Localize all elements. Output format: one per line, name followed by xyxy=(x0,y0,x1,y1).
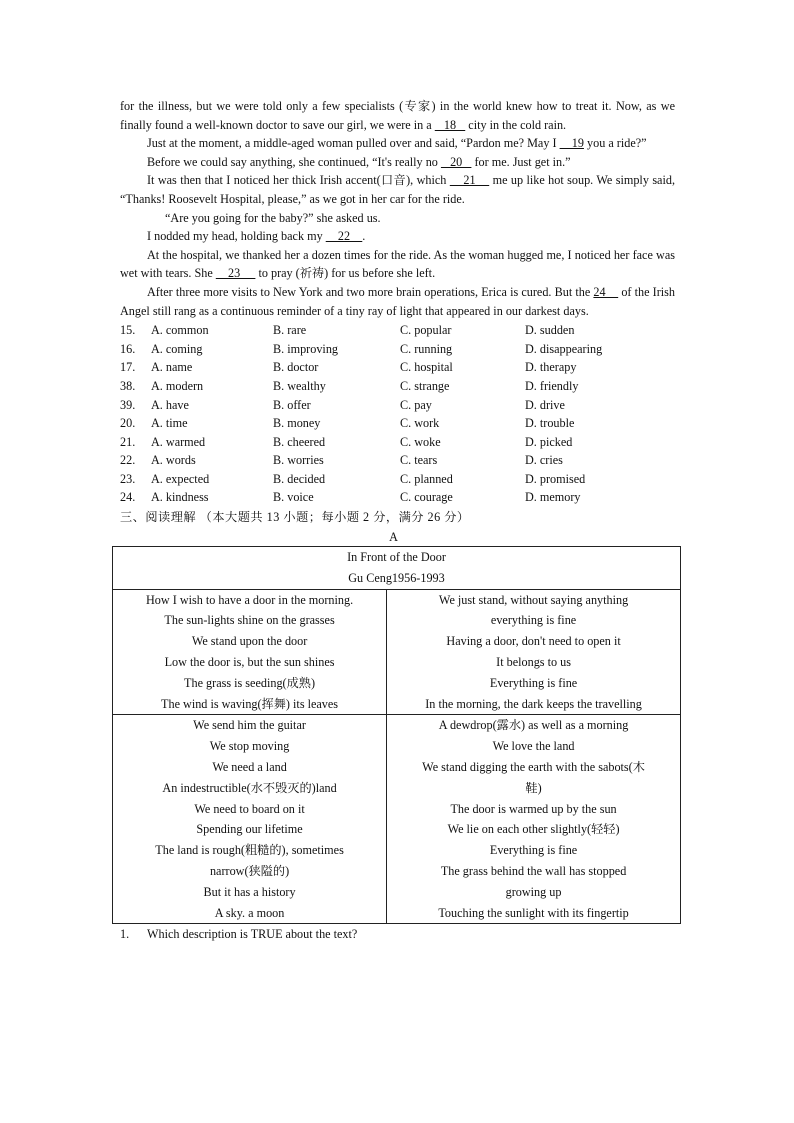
question-number: 38. xyxy=(120,378,136,393)
option-d: D. friendly xyxy=(525,378,579,393)
passage-label: A xyxy=(389,530,398,545)
option-b: B. doctor xyxy=(273,360,319,375)
poem-line: growing up xyxy=(505,884,562,899)
section-title: 三、阅读理解 （本大题共 13 小题；每小题 2 分，满分 26 分） xyxy=(120,510,470,525)
paragraph-text: me up like hot soup. We simply said, “Thanks! Roosevelt Hospital, please,” as we got in her car for the ride. xyxy=(120,173,675,206)
question-number: 39. xyxy=(120,397,136,412)
poem-line: In the morning, the dark keeps the travelling xyxy=(425,696,642,711)
option-c: C. hospital xyxy=(400,360,453,375)
option-c: C. planned xyxy=(400,471,453,486)
option-c: C. courage xyxy=(400,490,453,505)
poem-stanza-1-right xyxy=(387,589,681,715)
option-c: C. work xyxy=(400,416,440,431)
option-d: D. drive xyxy=(525,397,565,412)
option-a: A. words xyxy=(151,453,196,468)
poem-line: The sun-lights shine on the grasses xyxy=(164,613,335,628)
option-a: A. common xyxy=(151,323,209,338)
paragraph-text: I nodded my head, holding back my xyxy=(147,229,326,244)
poem-table xyxy=(112,546,681,924)
poem-line: We send him the guitar xyxy=(193,718,306,733)
paragraph-text: Just at the moment, a middle-aged woman pulled over and said, “Pardon me? May I xyxy=(147,136,560,151)
passage-paragraph xyxy=(120,171,675,208)
question-number: 15. xyxy=(120,323,136,338)
poem-stanza-2-left xyxy=(113,715,387,924)
passage-paragraph xyxy=(120,283,675,320)
question-number: 24. xyxy=(120,490,136,505)
poem-author: Gu Ceng1956-1993 xyxy=(348,570,445,585)
option-a: A. kindness xyxy=(151,490,209,505)
options-list xyxy=(120,321,675,507)
option-row xyxy=(120,414,675,433)
poem-line: We need to board on it xyxy=(194,801,305,816)
poem-line: everything is fine xyxy=(490,613,577,628)
question-number: 1. xyxy=(120,927,130,942)
option-c: C. woke xyxy=(400,434,441,449)
poem-header xyxy=(113,547,681,590)
question-number: 20. xyxy=(120,416,136,431)
option-b: B. cheered xyxy=(273,434,326,449)
poem-line: Everything is fine xyxy=(489,675,578,690)
option-a: A. expected xyxy=(151,471,210,486)
question-number: 17. xyxy=(120,360,136,375)
poem-line: The land is rough(粗糙的), sometimes xyxy=(155,843,344,858)
option-d: D. cries xyxy=(525,453,563,468)
paragraph-text: city in the cold rain. xyxy=(465,117,567,132)
passage-paragraph xyxy=(120,97,675,134)
poem-line: We love the land xyxy=(492,739,575,754)
exam-page xyxy=(120,97,675,944)
poem-line: The wind is waving(挥舞) its leaves xyxy=(161,696,339,711)
answer-blank: 23 xyxy=(215,266,256,281)
paragraph-text: At the hospital, we thanked her a dozen times for the ride. As the woman hugged me, I noticed her face was wet with tears. She xyxy=(120,247,675,281)
option-a: A. modern xyxy=(151,378,204,393)
passage-paragraph xyxy=(120,209,675,228)
option-a: A. coming xyxy=(151,341,203,356)
poem-line: The grass is seeding(成熟) xyxy=(184,675,316,690)
paragraph-text: It was then that I noticed her thick Irish accent(口音), which xyxy=(147,173,450,188)
question-1 xyxy=(120,925,675,944)
answer-blank: 19 xyxy=(559,136,584,151)
answer-blank: 20 xyxy=(440,154,472,169)
paragraph-text: to pray (祈祷) for us before she left. xyxy=(255,266,436,281)
answer-blank: 22 xyxy=(325,229,363,244)
option-d: D. picked xyxy=(525,434,573,449)
answer-blank: 24 xyxy=(593,284,619,299)
paragraph-text: Before we could say anything, she continued, “It's really no xyxy=(147,154,441,169)
question-number: 23. xyxy=(120,471,136,486)
option-row xyxy=(120,321,675,340)
option-b: B. worries xyxy=(273,453,324,468)
poem-line: We lie on each other slightly(轻轻) xyxy=(447,822,620,837)
option-b: B. money xyxy=(273,416,321,431)
option-c: C. popular xyxy=(400,323,452,338)
paragraph-text: . xyxy=(362,229,366,244)
option-row xyxy=(120,358,675,377)
poem-line: But it has a history xyxy=(203,884,296,899)
poem-line: We stand digging the earth with the sabots(木 xyxy=(422,760,645,775)
paragraph-text: you a ride?” xyxy=(583,136,647,151)
poem-line: We need a land xyxy=(212,760,287,775)
poem-line: Having a door, don't need to open it xyxy=(446,634,621,649)
option-d: D. promised xyxy=(525,471,586,486)
option-b: B. wealthy xyxy=(273,378,326,393)
option-c: C. strange xyxy=(400,378,450,393)
poem-line: An indestructible(水不毁灭的)land xyxy=(162,780,337,795)
paragraph-text: “Are you going for the baby?” she asked us. xyxy=(165,210,381,225)
poem-line: Everything is fine xyxy=(489,843,578,858)
option-c: C. running xyxy=(400,341,453,356)
option-b: B. offer xyxy=(273,397,311,412)
poem-line: A sky. a moon xyxy=(214,905,285,920)
option-row xyxy=(120,470,675,489)
option-row xyxy=(120,396,675,415)
option-row xyxy=(120,488,675,507)
paragraph-text: After three more visits to New York and two more brain operations, Erica is cured. But the xyxy=(147,284,594,299)
poem-line: We just stand, without saying anything xyxy=(438,592,629,607)
option-row xyxy=(120,340,675,359)
question-number: 21. xyxy=(120,434,136,449)
question-number: 16. xyxy=(120,341,136,356)
cloze-passage xyxy=(120,97,675,320)
passage-paragraph xyxy=(120,153,675,172)
poem-line: How I wish to have a door in the morning. xyxy=(145,592,354,607)
poem-line: 鞋) xyxy=(525,780,542,795)
poem-line: The grass behind the wall has stopped xyxy=(440,864,627,879)
option-a: A. name xyxy=(151,360,193,375)
poem-line: A dewdrop(露水) as well as a morning xyxy=(438,718,629,733)
passage-paragraph xyxy=(120,134,675,153)
poem-line: It belongs to us xyxy=(496,655,571,670)
option-row xyxy=(120,377,675,396)
option-b: B. rare xyxy=(273,323,307,338)
option-d: D. therapy xyxy=(525,360,577,375)
poem-stanza-1-left xyxy=(113,589,387,715)
option-row xyxy=(120,433,675,452)
option-c: C. pay xyxy=(400,397,432,412)
poem-line: We stop moving xyxy=(209,739,290,754)
poem-line: Low the door is, but the sun shines xyxy=(164,655,335,670)
option-d: D. sudden xyxy=(525,323,575,338)
option-d: D. memory xyxy=(525,490,581,505)
option-b: B. voice xyxy=(273,490,314,505)
paragraph-text: of the Irish Angel still rang as a continuous reminder of a tiny ray of light that appeared in our darkest days. xyxy=(120,284,675,318)
paragraph-text: for the illness, but we were told only a few specialists (专家) in the world knew how to treat it. Now, as we finally found a well-known doctor to save our girl, we were in a xyxy=(120,99,675,132)
option-d: D. disappearing xyxy=(525,341,603,356)
option-b: B. decided xyxy=(273,471,326,486)
poem-line: We stand upon the door xyxy=(191,634,308,649)
answer-blank: 21 xyxy=(449,173,490,188)
question-number: 22. xyxy=(120,453,136,468)
poem-line: The door is warmed up by the sun xyxy=(450,801,617,816)
option-c: C. tears xyxy=(400,453,438,468)
option-a: A. warmed xyxy=(151,434,206,449)
poem-line: narrow(狭隘的) xyxy=(209,864,290,879)
poem-stanza-2-right xyxy=(387,715,681,924)
option-a: A. time xyxy=(151,416,188,431)
poem-title: In Front of the Door xyxy=(347,550,446,565)
passage-paragraph xyxy=(120,227,675,246)
answer-blank: 18 xyxy=(434,117,466,132)
poem-line: Spending our lifetime xyxy=(196,822,303,837)
passage-paragraph xyxy=(120,246,675,283)
question-text: Which description is TRUE about the text? xyxy=(147,927,358,942)
option-d: D. trouble xyxy=(525,416,575,431)
option-a: A. have xyxy=(151,397,189,412)
paragraph-text: for me. Just get in.” xyxy=(471,154,571,169)
poem-line: Touching the sunlight with its fingertip xyxy=(438,905,629,920)
option-row xyxy=(120,451,675,470)
option-b: B. improving xyxy=(273,341,339,356)
